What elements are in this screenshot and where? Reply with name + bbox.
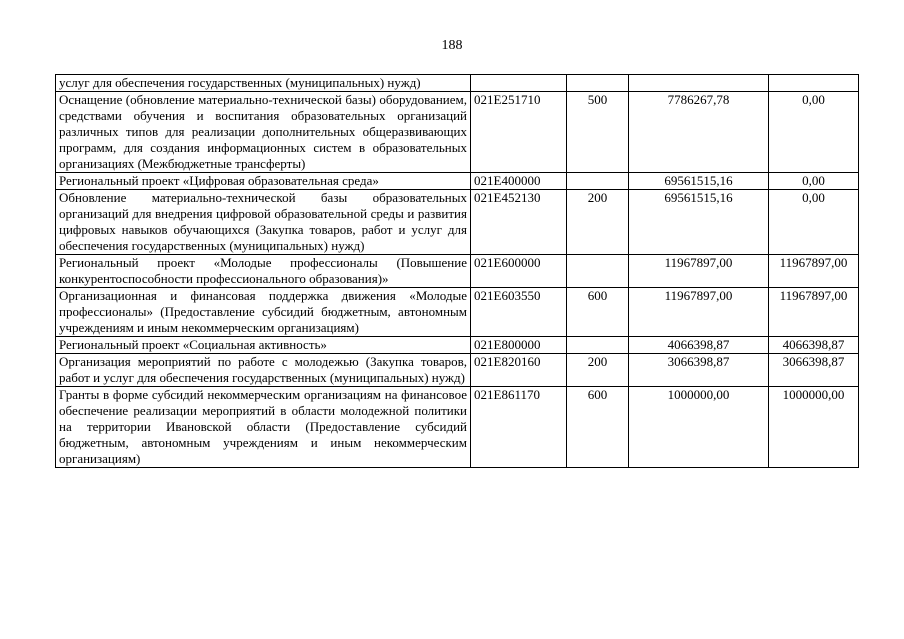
row-expense-type: 200 (567, 354, 629, 387)
row-code: 021E400000 (471, 173, 567, 190)
row-expense-type (567, 75, 629, 92)
row-amount-1 (629, 75, 769, 92)
budget-table (55, 74, 859, 468)
row-code: 021E600000 (471, 255, 567, 288)
row-amount-1: 1000000,00 (629, 387, 769, 468)
table-row (56, 288, 859, 337)
row-amount-2: 1000000,00 (769, 387, 859, 468)
row-amount-2: 0,00 (769, 173, 859, 190)
row-amount-1: 69561515,16 (629, 173, 769, 190)
row-description: Региональный проект «Молодые профессионалы (Повышение конкурентоспособности профессионального образования)» (56, 255, 471, 288)
table-row (56, 387, 859, 468)
row-description: Организационная и финансовая поддержка движения «Молодые профессионалы» (Предоставление субсидий бюджетным, автономным учреждениям и иным некоммерческим организациям) (56, 288, 471, 337)
row-amount-2: 11967897,00 (769, 255, 859, 288)
row-code: 021E452130 (471, 190, 567, 255)
row-expense-type: 600 (567, 288, 629, 337)
row-amount-2: 0,00 (769, 92, 859, 173)
row-amount-2: 4066398,87 (769, 337, 859, 354)
table-row (56, 190, 859, 255)
table-row (56, 92, 859, 173)
row-expense-type: 600 (567, 387, 629, 468)
row-amount-1: 7786267,78 (629, 92, 769, 173)
row-expense-type (567, 173, 629, 190)
row-expense-type (567, 337, 629, 354)
row-amount-2 (769, 75, 859, 92)
row-amount-1: 69561515,16 (629, 190, 769, 255)
table-row (56, 173, 859, 190)
table-row (56, 75, 859, 92)
row-expense-type: 500 (567, 92, 629, 173)
page-number: 188 (441, 38, 463, 53)
table-row (56, 354, 859, 387)
row-code: 021E800000 (471, 337, 567, 354)
row-code: 021E820160 (471, 354, 567, 387)
row-amount-2: 0,00 (769, 190, 859, 255)
row-amount-1: 11967897,00 (629, 255, 769, 288)
row-description: услуг для обеспечения государственных (муниципальных) нужд) (56, 75, 471, 92)
row-expense-type (567, 255, 629, 288)
row-code: 021E603550 (471, 288, 567, 337)
row-amount-2: 11967897,00 (769, 288, 859, 337)
row-description: Гранты в форме субсидий некоммерческим организациям на финансовое обеспечение реализации мероприятий в области молодежной политики на территории Ивановской области (Предоставление субсидий бюджетным, автономным учреждениям и иным некоммерческим организациям) (56, 387, 471, 468)
row-amount-1: 3066398,87 (629, 354, 769, 387)
row-code: 021E251710 (471, 92, 567, 173)
row-description: Организация мероприятий по работе с молодежью (Закупка товаров, работ и услуг для обеспечения государственных (муниципальных) нужд) (56, 354, 471, 387)
row-description: Региональный проект «Социальная активность» (56, 337, 471, 354)
row-description: Обновление материально-технической базы образовательных организаций для внедрения цифровой образовательной среды и развития цифровых навыков обучающихся (Закупка товаров, работ и услуг для обеспечения государственных (муниципальных) нужд) (56, 190, 471, 255)
table-row (56, 255, 859, 288)
row-amount-2: 3066398,87 (769, 354, 859, 387)
row-code: 021E861170 (471, 387, 567, 468)
row-expense-type: 200 (567, 190, 629, 255)
row-amount-1: 4066398,87 (629, 337, 769, 354)
row-code (471, 75, 567, 92)
row-amount-1: 11967897,00 (629, 288, 769, 337)
row-description: Оснащение (обновление материально-технической базы) оборудованием, средствами обучения и воспитания образовательных организаций различных типов для реализации дополнительных общеразвивающих программ, для создания информационных систем в образовательных организациях (Межбюджетные трансферты) (56, 92, 471, 173)
table-row (56, 337, 859, 354)
row-description: Региональный проект «Цифровая образовательная среда» (56, 173, 471, 190)
